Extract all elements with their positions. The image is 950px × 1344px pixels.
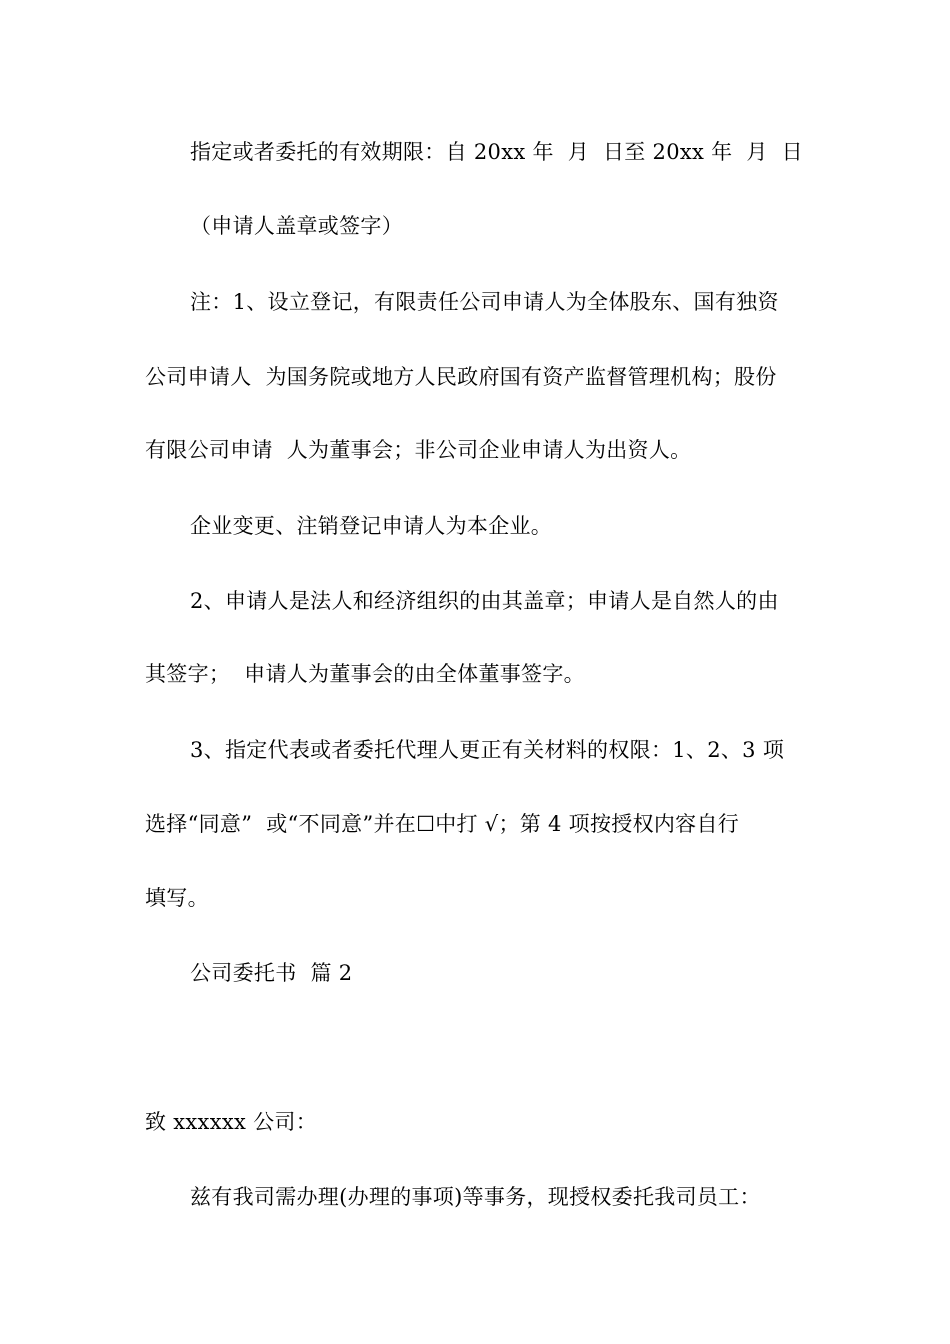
note-1-line-2: 公司申请人 为国务院或地方人民政府国有资产监督管理机构；股份 — [145, 365, 777, 389]
authorization-body-line: 兹有我司需办理(办理的事项)等事务，现授权委托我司员工： — [190, 1185, 761, 1209]
enterprise-change-note: 企业变更、注销登记申请人为本企业。 — [190, 514, 553, 538]
note-2-line-1: 2、申请人是法人和经济组织的由其盖章；申请人是自然人的由 — [190, 589, 779, 613]
validity-period-line: 指定或者委托的有效期限：自 20xx 年 月 日至 20xx 年 月 日 — [190, 140, 803, 164]
note-1-line-3: 有限公司申请 人为董事会；非公司企业申请人为出资人。 — [145, 438, 692, 462]
salutation: 致 xxxxxx 公司： — [145, 1110, 318, 1134]
section-heading: 公司委托书 篇 2 — [190, 961, 353, 985]
note-2-line-2: 其签字； 申请人为董事会的由全体董事签字。 — [145, 662, 585, 686]
note-3-line-2: 选择“同意” 或“不同意”并在☐中打 √；第 4 项按授权内容自行 — [145, 812, 740, 836]
applicant-seal-note: （申请人盖章或签字） — [190, 214, 403, 238]
note-1-line-1: 注：1、设立登记，有限责任公司申请人为全体股东、国有独资 — [190, 290, 779, 314]
note-3-line-1: 3、指定代表或者委托代理人更正有关材料的权限：1、2、3 项 — [190, 738, 785, 762]
note-3-line-3: 填写。 — [145, 886, 209, 910]
